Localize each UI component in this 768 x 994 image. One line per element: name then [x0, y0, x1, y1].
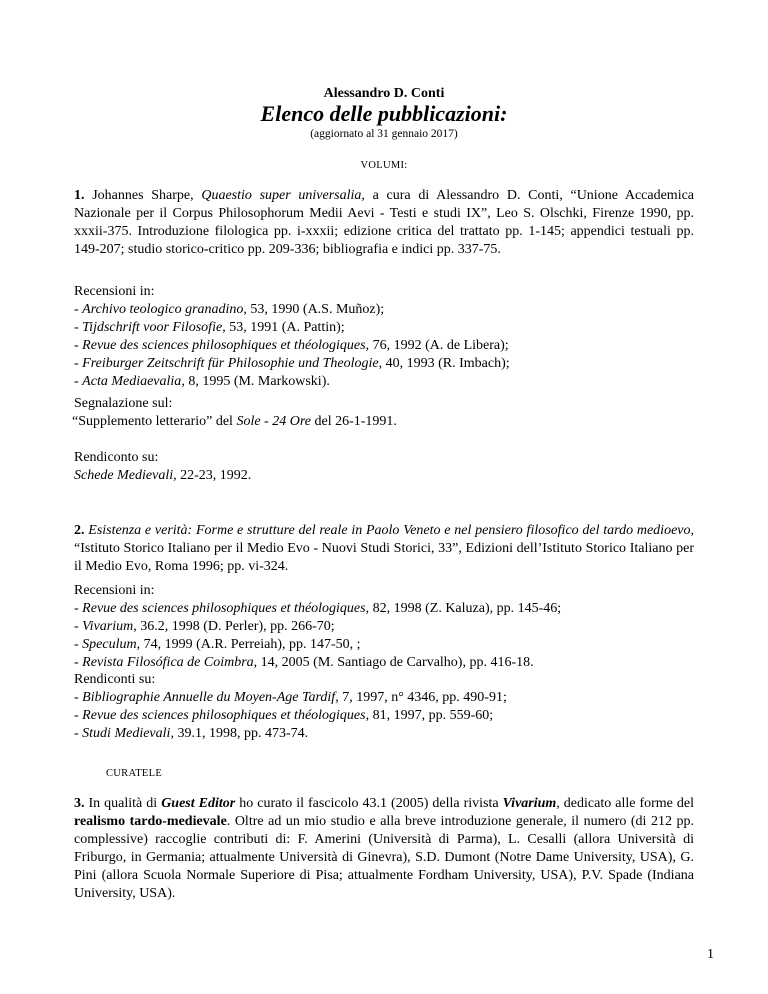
journal-name: Vivarium [502, 796, 557, 811]
reports-label: Rendiconti su: [74, 672, 156, 687]
review-item: - Speculum, 74, 1999 (A.R. Perreiah), pp. 147-50, ; [74, 637, 361, 652]
signal-label: Segnalazione sul: [74, 396, 173, 411]
entry-number: 1. [74, 188, 85, 203]
report-item: - Studi Medievali, 39.1, 1998, pp. 473-74. [74, 726, 309, 741]
review-item: - Revue des sciences philosophiques et théologiques, 82, 1998 (Z. Kaluza), pp. 145-46; [74, 601, 562, 616]
signal-item: “Supplemento letterario” del Sole - 24 Ore del 26-1-1991. [72, 414, 397, 429]
report-item: - Revue des sciences philosophiques et théologiques, 81, 1997, pp. 559-60; [74, 708, 494, 723]
guest-editor-label: Guest Editor [161, 796, 236, 811]
section-heading-curatele: CURATELE [106, 768, 163, 779]
reviews-label: Recensioni in: [74, 583, 155, 598]
report-block-1 [74, 449, 714, 485]
author-name: Alessandro D. Conti [323, 86, 445, 101]
page-number: 1 [707, 947, 714, 962]
report-item: Schede Medievali, 22-23, 1992. [74, 468, 252, 483]
report-label: Rendiconto su: [74, 450, 159, 465]
review-item: - Tijdschrift voor Filosofie, 53, 1991 (A. Pattin); [74, 320, 345, 335]
review-item: - Revista Filosófica de Coimbra, 14, 2005 (M. Santiago de Carvalho), pp. 416-18. [74, 655, 534, 670]
review-item: - Vivarium, 36.2, 1998 (D. Perler), pp. 266-70; [74, 619, 335, 634]
entry-number: 3. [74, 796, 85, 811]
report-item: - Bibliographie Annuelle du Moyen-Age Tardif, 7, 1997, n° 4346, pp. 490-91; [74, 690, 507, 705]
update-date: (aggiornato al 31 gennaio 2017) [310, 128, 458, 140]
reviews-block-2 [74, 582, 714, 672]
reviews-label: Recensioni in: [74, 284, 155, 299]
signal-block-1 [74, 395, 714, 431]
reports-block-2 [74, 671, 714, 689]
publication-entry-1: 1. Johannes Sharpe, Quaestio super universalia, a cura di Alessandro D. Conti, “Unione Accademica Nazionale per il Corpus Philosophorum Medii Aevi - Testi e studi IX”, Leo S. Olschki, Firenze 1990, pp. xxxii-375. Introduzione filologica pp. i-xxxii; edizione critica del trattato pp. 1-145; appendici testuali pp. 149-207; studio storico-critico pp. 209-336; bibliografia e indici pp. 337-75. [74, 188, 695, 257]
reports-list-2 [74, 689, 714, 743]
reviews-block-1 [74, 283, 714, 391]
review-item: - Freiburger Zeitschrift für Philosophie und Theologie, 40, 1993 (R. Imbach); [74, 356, 510, 371]
book-title: Quaestio super universalia [201, 188, 362, 203]
book-title: Esistenza e verità: Forme e strutture del reale in Paolo Veneto e nel pensiero filosofico del tardo medioevo [88, 523, 691, 538]
review-item: - Archivo teologico granadino, 53, 1990 (A.S. Muñoz); [74, 302, 385, 317]
section-heading-volumi: VOLUMI: [360, 160, 408, 171]
topic-highlight: realismo tardo-medievale [74, 814, 227, 829]
publication-entry-2: 2. Esistenza e verità: Forme e strutture del reale in Paolo Veneto e nel pensiero filosofico del tardo medioevo, “Istituto Storico Italiano per il Medio Evo - Nuovi Studi Storici, 33”, Edizioni dell’Istituto Storico Italiano per il Medio Evo, Roma 1996; pp. vi-324. [74, 523, 694, 574]
review-item: - Acta Mediaevalia, 8, 1995 (M. Markowski). [74, 374, 330, 389]
review-item: - Revue des sciences philosophiques et théologiques, 76, 1992 (A. de Libera); [74, 338, 509, 353]
publication-entry-3: 3. In qualità di Guest Editor ho curato il fascicolo 43.1 (2005) della rivista Vivarium, dedicato alle forme del realismo tardo-medievale. Oltre ad un mio studio e alla breve introduzione generale, il numero (di 212 pp. complessive) raccoglie contributi di: F. Amerini (Università di Parma), L. Cesalli (allora Università di Friburgo, in Germania; attualmente Università di Ginevra), S.D. Dumont (Notre Dame University, USA), G. Pini (allora Scuola Normale Superiore di Pisa; attualmente Fordham University, USA), P.V. Spade (Indiana University, USA). [74, 796, 694, 901]
document-title: Elenco delle pubblicazioni: [260, 101, 508, 126]
entry-number: 2. [74, 523, 85, 538]
